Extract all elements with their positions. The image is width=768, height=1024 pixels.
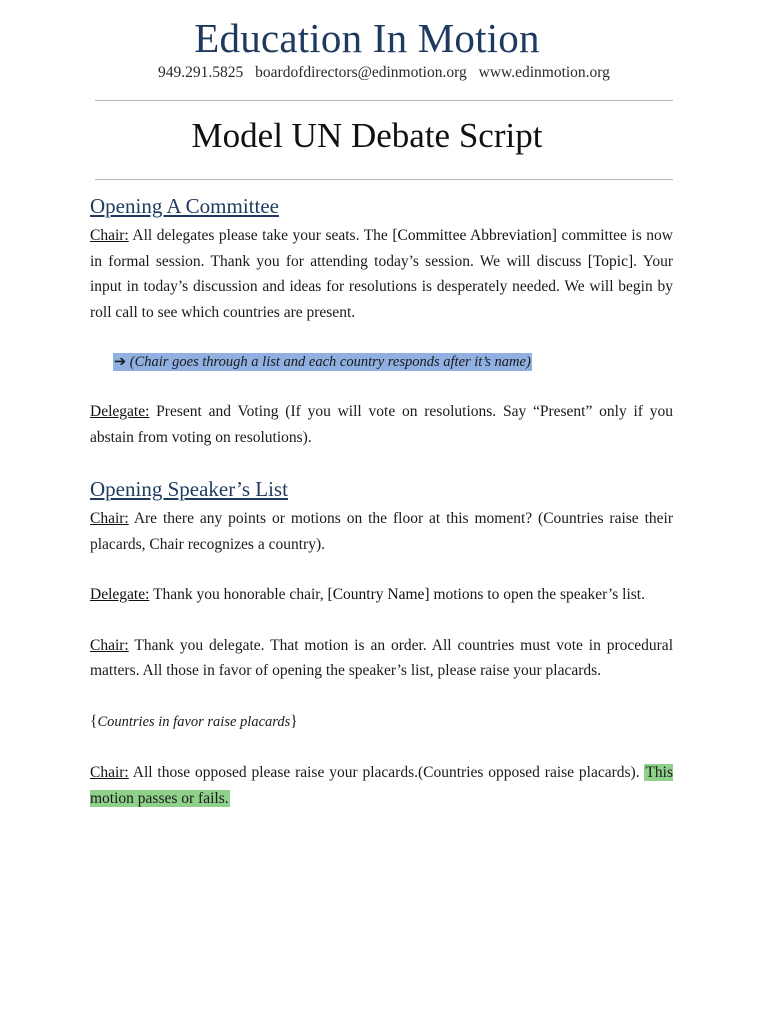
speaker-label-chair: Chair:: [90, 227, 129, 244]
stage-text: Countries in favor raise placards: [97, 713, 291, 730]
chair-text: All delegates please take your seats. The: [128, 227, 393, 244]
org-name: Education In Motion: [194, 15, 540, 61]
website-url: www.edinmotion.org: [478, 64, 610, 81]
document-body: [90, 192, 673, 811]
chair-text: committee is now in formal session. Thank you for attending today’s session. We will discuss: [90, 227, 673, 270]
chair-line-1: [90, 223, 673, 325]
stage-direction-favor: [90, 709, 673, 736]
highlighted-outcome: This motion passes or fails.: [90, 764, 673, 807]
chair-line-4: [90, 760, 673, 811]
spacer: [90, 325, 673, 350]
stage-direction-roll-call: [90, 350, 673, 374]
brace-close: }: [290, 712, 298, 730]
document-title: Model UN Debate Script: [191, 116, 543, 155]
speaker-label-chair: Chair:: [90, 510, 129, 527]
speaker-label-delegate: Delegate:: [90, 403, 150, 420]
spacer: [90, 557, 673, 582]
speaker-label-chair: Chair:: [90, 764, 129, 781]
delegate-line-1: [90, 399, 673, 450]
header-divider-bottom: [95, 179, 673, 180]
placeholder-country: [Country Name]: [327, 586, 430, 603]
arrow-right-icon: ➔: [114, 354, 127, 370]
chair-line-2: [90, 506, 673, 557]
placeholder-topic: [Topic]: [587, 252, 634, 270]
spacer: [90, 608, 673, 633]
spacer: [90, 735, 673, 760]
spacer: [90, 684, 673, 709]
delegate-text: Present and Voting (If you will vote on resolutions. Say “Present” only if you abstain from voting on resolutions).: [90, 403, 673, 446]
email-address: boardofdirectors@edinmotion.org: [255, 64, 467, 81]
section-heading-opening-committee: Opening A Committee: [90, 194, 279, 218]
chair-text: Thank you delegate. That motion is an order. All countries must vote in procedural matters. All those in favor of opening the speaker’s list, please raise your placards.: [90, 636, 673, 679]
speaker-label-chair: Chair:: [90, 636, 129, 654]
chair-text: Are there any points or motions on the floor at this moment? (Countries raise their placards, Chair recognizes a country).: [90, 510, 673, 553]
header-divider-top: [95, 100, 673, 101]
phone-number: 949.291.5825: [158, 64, 244, 81]
delegate-text: Thank you honorable chair,: [149, 586, 328, 603]
highlighted-note: [113, 353, 532, 371]
chair-text: All those opposed please raise your placards.(Countries opposed raise placards).: [128, 764, 645, 781]
chair-text: . Your input in today’s discussion and ideas for resolutions is desperately needed. We will begin by roll call to see which countries are present.: [90, 252, 673, 321]
spacer: [90, 374, 673, 399]
chair-line-3: [90, 633, 673, 684]
delegate-text: motions to open the speaker’s list.: [429, 586, 645, 603]
brace-open: {: [90, 712, 98, 730]
delegate-line-2: [90, 582, 673, 608]
speaker-label-delegate: Delegate:: [90, 586, 150, 603]
contact-line: [0, 64, 768, 82]
placeholder-committee: [Committee Abbreviation]: [392, 227, 557, 244]
note-text: (Chair goes through a list and each country responds after it’s name): [126, 354, 531, 370]
section-heading-speakers-list: Opening Speaker’s List: [90, 477, 288, 501]
